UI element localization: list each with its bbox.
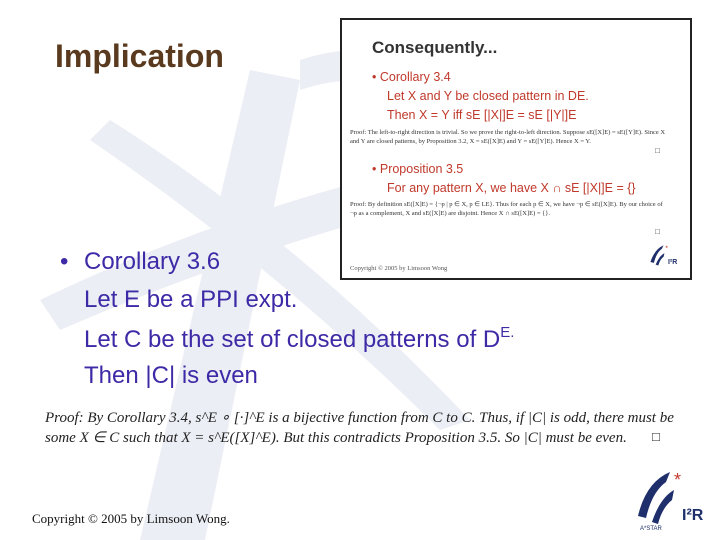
slide-title: Implication [55, 38, 224, 74]
inset-qed-2: □ [655, 227, 660, 236]
svg-text:I²R: I²R [682, 507, 704, 524]
inset-qed-1: □ [655, 146, 660, 155]
inset-bullet-2: • Proposition 3.5 [372, 162, 464, 176]
proof-text: Proof: By Corollary 3.4, s^E ∘ [·]^E is a bijective function from C to C. Thus, if |C| is odd, there must be some X ∈ C such that X = s^E([X]^E). But this contradicts Proposition 3.5. So |C| must be even. [45, 410, 674, 446]
even-line: Then |C| is even [84, 362, 258, 389]
i2r-logo-icon [632, 464, 714, 532]
inset-line-2: Then X = Y iff sE [|X|]E = sE [|Y|]E [387, 108, 577, 122]
svg-text:A*STAR: A*STAR [640, 526, 662, 532]
inset-copyright: Copyright © 2005 by Limsoon Wong [350, 265, 448, 272]
bullet-marker: • [60, 248, 69, 275]
inset-line-1: Let X and Y be closed pattern in DE. [387, 89, 589, 103]
corollary-line: Corollary 3.6 [84, 248, 221, 275]
copyright-notice: Copyright © 2005 by Limsoon Wong. [32, 511, 230, 526]
inset-heading: Consequently... [372, 38, 498, 57]
svg-text:*: * [665, 245, 669, 253]
svg-text:I²R: I²R [667, 258, 678, 266]
closed-patterns-line: Let C be the set of closed patterns of $D^{E.}$ [84, 324, 515, 353]
qed-symbol: □ [652, 429, 660, 444]
inset-proof-1: Proof: The left-to-right direction is trivial. So we prove the right-to-left direction. Suppose sE([X]E) = sE([Y]E). Since X and Y are closed patterns, by Proposition 3.2, X = sE([X]E) and Y = sE([Y]E). Hence X = Y. [350, 129, 666, 145]
svg-text:*: * [674, 470, 682, 490]
inset-proof-2: Proof: By definition sE([X]E) = {¬p | p ∈ X, p ∈ LE}. Thus for each p ∈ X, we have ¬p ∈ sE([X]E). By our choice of ¬p as a complement, X and sE([X]E) are disjoint. Hence X ∩ sE([X]E) = {}. [350, 201, 663, 217]
inset-line-3: For any pattern X, we have X ∩ sE [|X|]E = {} [387, 181, 636, 195]
inset-logo-icon [646, 238, 682, 272]
ppi-line: Let E be a PPI expt. [84, 286, 298, 313]
inset-slide-image [340, 18, 692, 280]
inset-bullet-1: • Corollary 3.4 [372, 70, 451, 84]
